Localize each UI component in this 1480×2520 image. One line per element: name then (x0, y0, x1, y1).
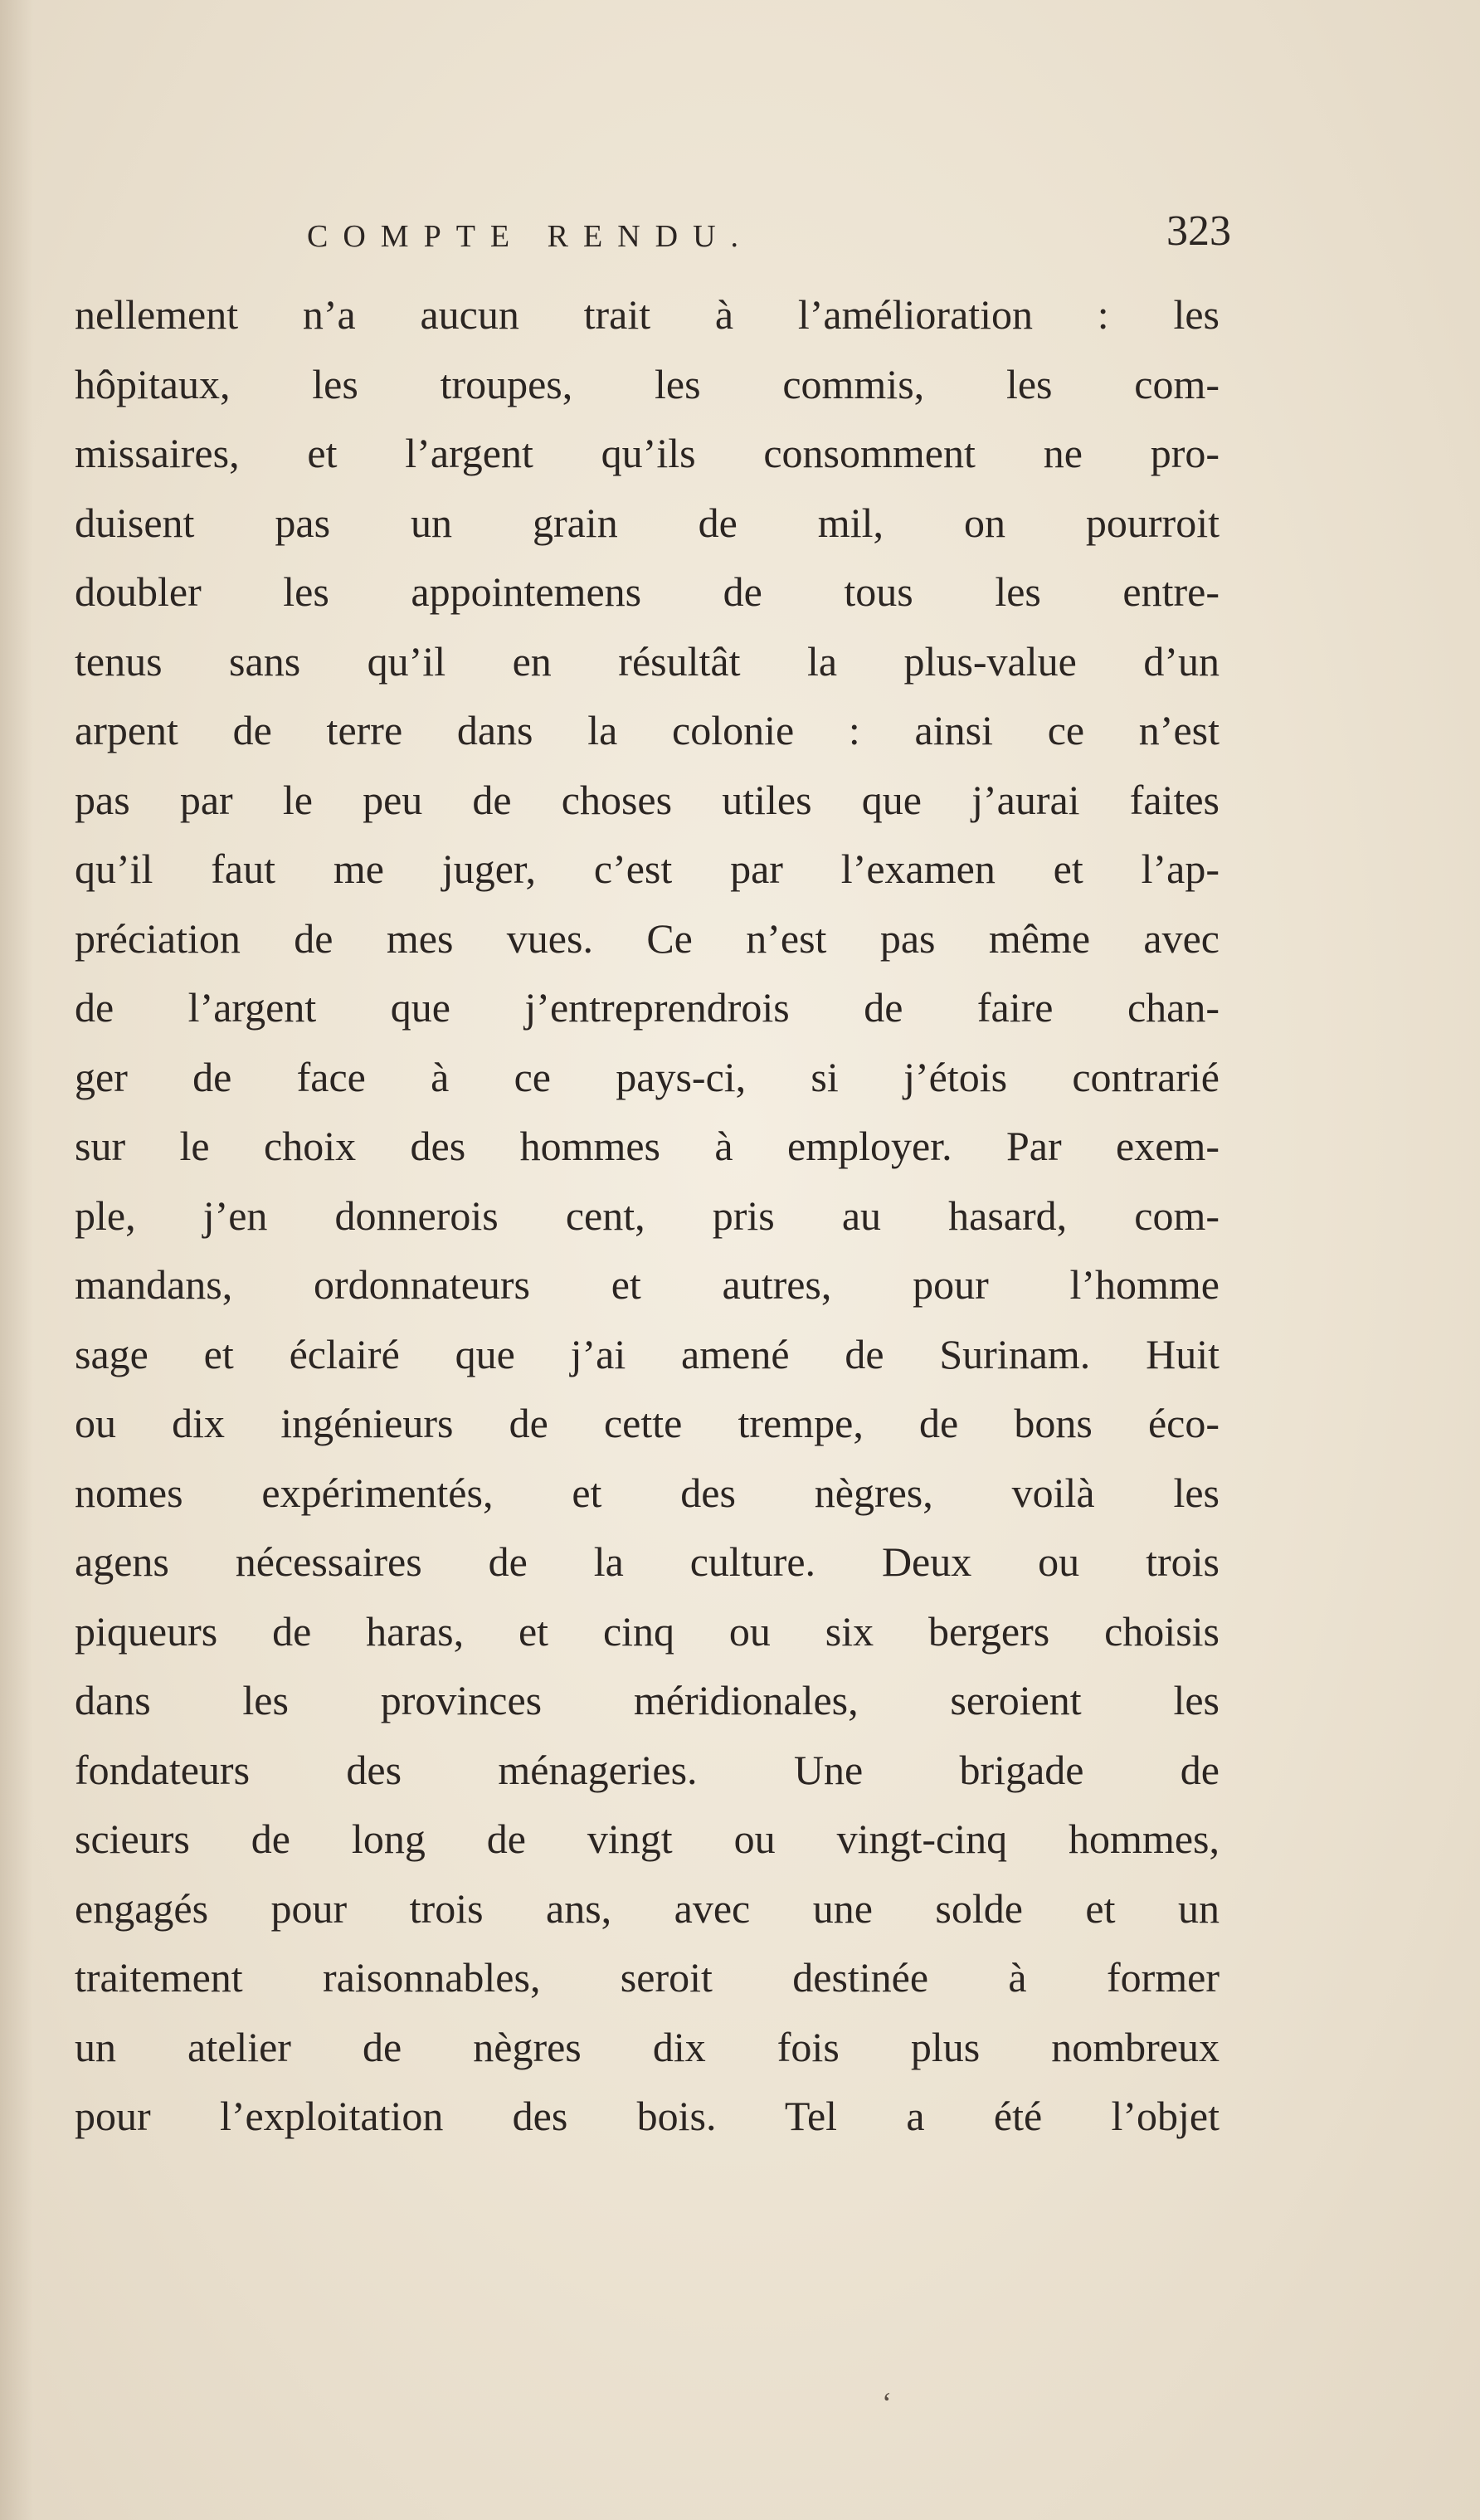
text-line: de l’argent que j’entreprendrois de faire chan- (75, 984, 1220, 1031)
text-line: ple, j’en donnerois cent, pris au hasard, com- (75, 1192, 1220, 1239)
text-line: mandans, ordonnateurs et autres, pour l’homme (75, 1261, 1220, 1308)
text-line: qu’il faut me juger, c’est par l’examen et l’ap- (75, 846, 1220, 892)
text-line: pour l’exploitation des bois. Tel a été l’objet (75, 2093, 1220, 2139)
page-header (0, 207, 1480, 266)
text-line: nellement n’a aucun trait à l’amélioration : les (75, 291, 1220, 338)
text-line: piqueurs de haras, et cinq ou six bergers choisis (75, 1607, 1220, 1655)
text-line: nomes expérimentés, et des nègres, voilà les (75, 1469, 1220, 1516)
body-text (75, 280, 1220, 2152)
text-line: traitement raisonnables, seroit destinée à former (75, 1954, 1220, 2001)
text-line: dans les provinces méridionales, seroient les (75, 1677, 1220, 1723)
text-line: missaires, et l’argent qu’ils consomment ne pro- (75, 430, 1220, 476)
text-line: engagés pour trois ans, avec une solde et un (75, 1884, 1220, 1932)
text-line: ou dix ingénieurs de cette trempe, de bons éco- (75, 1400, 1220, 1446)
text-line: hôpitaux, les troupes, les commis, les com- (75, 360, 1220, 407)
text-line: un atelier de nègres dix fois plus nombreux (75, 2023, 1220, 2070)
text-line: duisent pas un grain de mil, on pourroit (75, 499, 1220, 546)
text-line: tenus sans qu’il en résultât la plus-value d’un (75, 637, 1220, 685)
page-number: 323 (1166, 207, 1231, 255)
gutter-shadow (0, 0, 33, 2520)
text-line: sur le choix des hommes à employer. Par exem- (75, 1123, 1220, 1169)
text-line: arpent de terre dans la colonie : ainsi ce n’est (75, 707, 1220, 753)
running-title: COMPTE RENDU. (307, 219, 754, 254)
text-line: doubler les appointemens de tous les entre- (75, 568, 1220, 615)
text-line: scieurs de long de vingt ou vingt-cinq hommes, (75, 1816, 1220, 1862)
text-line: fondateurs des ménageries. Une brigade de (75, 1746, 1220, 1793)
ink-mark: ʻ (882, 2386, 892, 2420)
text-line: agens nécessaires de la culture. Deux ou trois (75, 1538, 1220, 1585)
text-line: pas par le peu de choses utiles que j’aurai faites (75, 776, 1220, 823)
text-line: préciation de mes vues. Ce n’est pas même avec (75, 914, 1220, 962)
text-line: sage et éclairé que j’ai amené de Surinam. Huit (75, 1330, 1220, 1377)
text-line: ger de face à ce pays-ci, si j’étois contrarié (75, 1053, 1220, 1100)
